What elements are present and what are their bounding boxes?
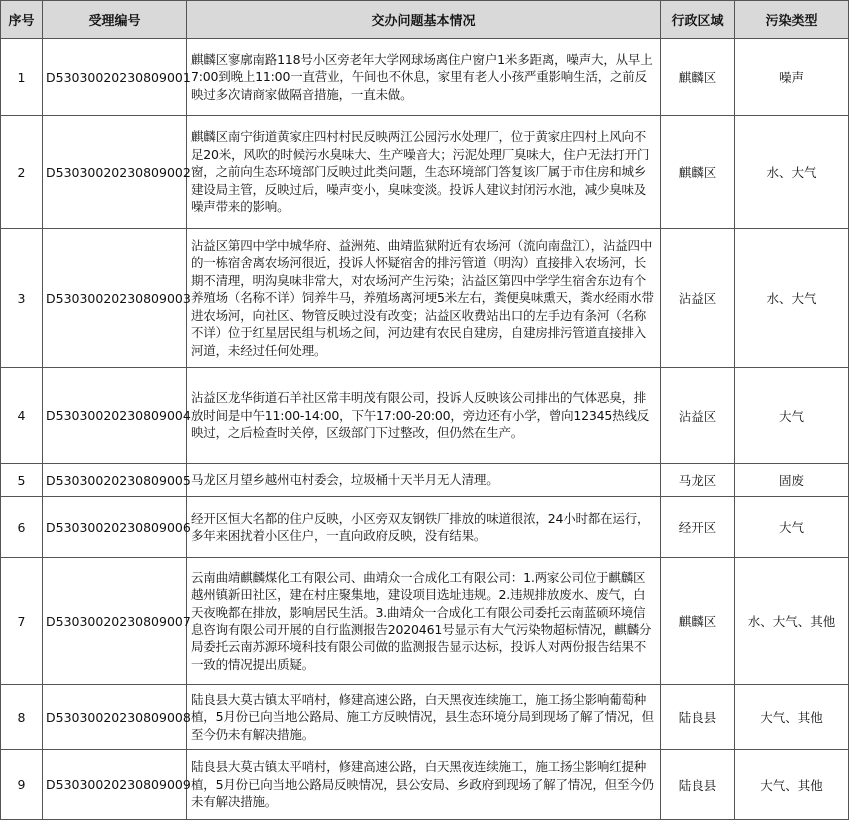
row-code: D53030020230809004 bbox=[43, 368, 187, 464]
row-desc: 麒麟区寥廓南路118号小区旁老年大学网球场离住户窗户1米多距离，噪声大，从早上7:00到晚上11:00一直营业，午间也不休息，家里有老人小孩严重影响生活，之前反映过多次请商家做隔音措施，一直未做。 bbox=[187, 39, 661, 116]
header-code: 受理编号 bbox=[43, 1, 187, 39]
row-region: 陆良县 bbox=[661, 750, 735, 820]
row-desc: 沾益区第四中学中城华府、益洲苑、曲靖监狱附近有农场河（流向南盘江），沾益四中的一栋宿舍离农场河很近，投诉人怀疑宿舍的排污管道（明沟）直接排入农场河，长期不清理，明沟臭味非常大，对农场河产生污染；沾益区第四中学学生宿舍东边有个养殖场（名称不详）饲养牛马，养殖场离河埂5米左右，粪便臭味熏天，粪水经雨水带进农场河，向社区、物管反映过没有改变；沾益区收费站出口的左手边有条河（名称不详）位于红星居民组与机场之间，河边建有农民自建房，自建房排污管道直接排入河道，未经过任何处理。 bbox=[187, 229, 661, 368]
row-type: 水、大气 bbox=[735, 116, 849, 229]
row-type: 噪声 bbox=[735, 39, 849, 116]
row-code: D53030020230809006 bbox=[43, 497, 187, 558]
table-row bbox=[1, 685, 849, 750]
row-desc: 马龙区月望乡越州屯村委会，垃圾桶十天半月无人清理。 bbox=[187, 464, 661, 497]
row-type: 水、大气、其他 bbox=[735, 558, 849, 685]
row-region: 马龙区 bbox=[661, 464, 735, 497]
row-index: 2 bbox=[1, 116, 43, 229]
row-desc: 陆良县大莫古镇太平哨村，修建高速公路，白天黑夜连续施工，施工扬尘影响葡萄种植，5月份已向当地公路局、施工方反映情况，县生态环境分局到现场了解了情况，但至今仍未有解决措施。 bbox=[187, 685, 661, 750]
row-region: 麒麟区 bbox=[661, 39, 735, 116]
table-row bbox=[1, 39, 849, 116]
row-code: D53030020230809001 bbox=[43, 39, 187, 116]
row-code: D53030020230809007 bbox=[43, 558, 187, 685]
header-region: 行政区域 bbox=[661, 1, 735, 39]
row-index: 7 bbox=[1, 558, 43, 685]
table-row bbox=[1, 558, 849, 685]
row-index: 8 bbox=[1, 685, 43, 750]
row-desc: 麒麟区南宁街道黄家庄四村村民反映两江公园污水处理厂，位于黄家庄四村上风向不足20米，风吹的时候污水臭味大、生产噪音大；污泥处理厂臭味大，住户无法打开门窗，之前向生态环境部门反映过此类问题，生态环境部门答复该厂属于市住房和城乡建设局主管，反映过后，噪声变小，臭味变淡。投诉人建议封闭污水池，减少臭味及噪声带来的影响。 bbox=[187, 116, 661, 229]
table-row bbox=[1, 116, 849, 229]
row-region: 麒麟区 bbox=[661, 558, 735, 685]
header-type: 污染类型 bbox=[735, 1, 849, 39]
row-type: 水、大气 bbox=[735, 229, 849, 368]
table-row bbox=[1, 464, 849, 497]
row-code: D53030020230809009 bbox=[43, 750, 187, 820]
row-index: 4 bbox=[1, 368, 43, 464]
table-row bbox=[1, 497, 849, 558]
table-row bbox=[1, 750, 849, 820]
row-type: 大气、其他 bbox=[735, 750, 849, 820]
header-row bbox=[1, 1, 849, 39]
row-code: D53030020230809003 bbox=[43, 229, 187, 368]
table-row bbox=[1, 229, 849, 368]
row-desc: 沾益区龙华街道石羊社区常丰明茂有限公司，投诉人反映该公司排出的气体恶臭，排放时间是中午11:00-14:00，下午17:00-20:00，旁边还有小学，曾向12345热线反映过，之后检查时关停，区级部门下过整改，但仍然在生产。 bbox=[187, 368, 661, 464]
row-region: 麒麟区 bbox=[661, 116, 735, 229]
row-type: 大气 bbox=[735, 368, 849, 464]
row-code: D53030020230809008 bbox=[43, 685, 187, 750]
row-type: 大气、其他 bbox=[735, 685, 849, 750]
row-index: 3 bbox=[1, 229, 43, 368]
table-row bbox=[1, 368, 849, 464]
row-region: 陆良县 bbox=[661, 685, 735, 750]
row-type: 大气 bbox=[735, 497, 849, 558]
row-index: 6 bbox=[1, 497, 43, 558]
row-desc: 经开区恒大名都的住户反映，小区旁双友钢铁厂排放的味道很浓，24小时都在运行，多年来困扰着小区住户，一直向政府反映，没有结果。 bbox=[187, 497, 661, 558]
header-index: 序号 bbox=[1, 1, 43, 39]
row-region: 沾益区 bbox=[661, 229, 735, 368]
row-desc: 陆良县大莫古镇太平哨村，修建高速公路，白天黑夜连续施工，施工扬尘影响红提种植，5月份已向当地公路局反映情况，县公安局、乡政府到现场了解了情况，但至今仍未有解决措施。 bbox=[187, 750, 661, 820]
row-code: D53030020230809002 bbox=[43, 116, 187, 229]
header-desc: 交办问题基本情况 bbox=[187, 1, 661, 39]
row-region: 沾益区 bbox=[661, 368, 735, 464]
row-desc: 云南曲靖麒麟煤化工有限公司、曲靖众一合成化工有限公司：1.两家公司位于麒麟区越州镇新田社区，建在村庄聚集地，建设项目选址违规。2.违规排放废水、废气，白天夜晚都在排放，影响居民生活。3.曲靖众一合成化工有限公司委托云南蓝硕环境信息咨询有限公司开展的自行监测报告2020461号显示有大气污染物超标情况，麒麟分局委托云南苏源环境科技有限公司做的监测报告显示达标，投诉人对两份报告结果不一致的情况提出质疑。 bbox=[187, 558, 661, 685]
row-index: 5 bbox=[1, 464, 43, 497]
row-code: D53030020230809005 bbox=[43, 464, 187, 497]
row-index: 1 bbox=[1, 39, 43, 116]
row-region: 经开区 bbox=[661, 497, 735, 558]
row-index: 9 bbox=[1, 750, 43, 820]
row-type: 固废 bbox=[735, 464, 849, 497]
